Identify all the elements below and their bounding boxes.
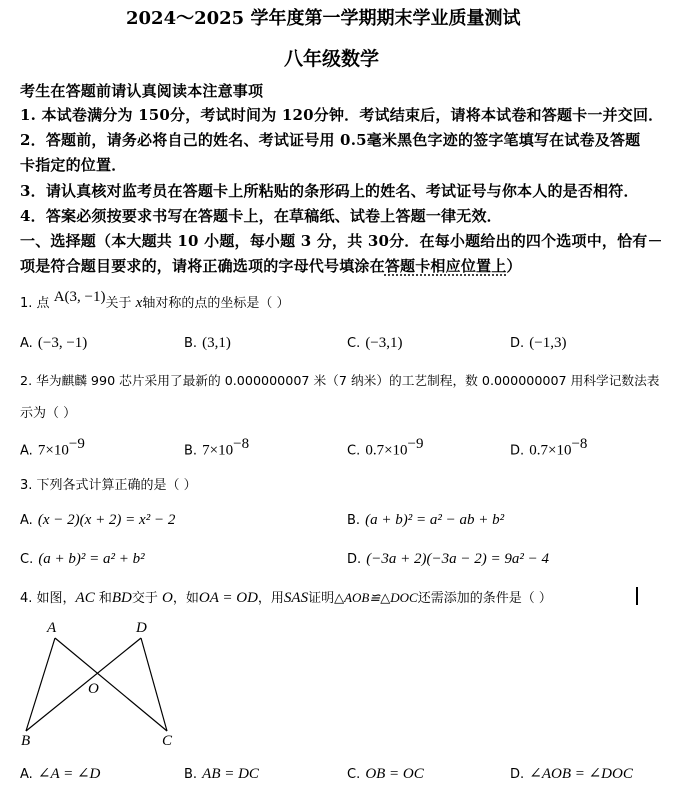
exam-subtitle: 八年级数学 <box>284 48 380 70</box>
q1-option-a-letter: A. <box>20 336 33 351</box>
q2-option-a-letter: A. <box>20 443 33 459</box>
segment-dc <box>141 638 167 731</box>
question-3-stem: 3. 下列各式计算正确的是（ ） <box>20 478 197 493</box>
figure-label-b: B <box>21 733 31 748</box>
q3-option-c-text: (a + b)² = a² + b² <box>38 551 145 567</box>
q4-option-b-letter: B. <box>184 767 198 782</box>
notice-item-2-cont: 卡指定的位置． <box>20 156 127 174</box>
q2-option-d-letter: D. <box>510 443 525 459</box>
notice-item-3: 3．请认真核对监考员在答题卡上所粘贴的条形码上的姓名、考试证号与你本人的是否相符． <box>20 182 639 200</box>
q4-o: O <box>162 590 173 606</box>
q4-option-a-letter: A. <box>20 767 33 782</box>
q3-option-b-letter: B. <box>347 513 361 528</box>
q4-stem-c: 交于 <box>131 591 158 606</box>
q4-stem-a: 4. 如图， <box>20 591 76 606</box>
q4-figure <box>14 618 194 748</box>
figure-label-c: C <box>162 733 173 748</box>
q4-option-a-text: ∠A = ∠D <box>37 766 101 782</box>
text-cursor <box>636 587 638 605</box>
q4-stem-d: ，如 <box>172 591 199 606</box>
q4-stem-e: ，用 <box>257 591 284 606</box>
q4-stem-b: 和 <box>98 591 112 606</box>
q4-option-d-letter: D. <box>510 767 525 782</box>
q1-option-b-letter: B. <box>184 336 198 351</box>
section-heading-line2-b: 答题卡相应位置上 <box>384 257 507 275</box>
section-heading-line2-c: ） <box>506 257 522 275</box>
q1-axis: x <box>135 295 143 311</box>
segment-ab <box>26 638 55 731</box>
q2-option-a[interactable] <box>20 436 85 459</box>
notice-item-1: 1. 本试卷满分为 150分，考试时间为 120分钟．考试结束后，请将本试卷和答题卡一并交回． <box>20 106 664 124</box>
q4-ac: AC <box>75 590 95 606</box>
q3-option-d[interactable] <box>347 548 549 568</box>
figure-label-o: O <box>88 681 99 697</box>
q2-option-b-letter: B. <box>184 443 198 459</box>
q4-option-a[interactable] <box>20 763 100 783</box>
q4-triangle: △AOB≌△DOC <box>334 590 418 605</box>
q4-sas: SAS <box>283 590 309 606</box>
question-2-stem-line1: 2. 华为麒麟 990 芯片采用了最新的 0.000000007 米（7 纳米）的工艺制程，数 0.000000007 用科学记数法表 <box>20 373 660 388</box>
q4-option-d[interactable] <box>510 763 633 783</box>
q3-option-d-letter: D. <box>347 552 362 567</box>
q3-option-c-letter: C. <box>20 552 34 567</box>
notice-item-4: 4．答案必须按要求书写在答题卡上，在草稿纸、试卷上答题一律无效． <box>20 207 502 225</box>
q2-option-d-exp: −8 <box>571 436 588 452</box>
exam-title: 2024～2025 学年度第一学期期末学业质量测试 <box>126 8 521 29</box>
q2-option-d[interactable] <box>510 436 587 459</box>
q2-option-b-base: 7×10 <box>202 442 234 459</box>
notice-item-2: 2．答题前，请务必将自己的姓名、考试证号用 0.5毫米黑色字迹的签字笔填写在试卷及答题 <box>20 131 641 149</box>
q1-option-b-text: (3,1) <box>202 335 231 351</box>
q2-option-a-exp: −9 <box>68 436 85 452</box>
q3-option-a[interactable] <box>20 509 175 529</box>
q4-option-c-letter: C. <box>347 767 361 782</box>
q1-stem-c: 轴对称的点的坐标是（ ） <box>142 296 290 311</box>
q1-option-d-letter: D. <box>510 336 525 351</box>
q3-option-d-text: (−3a + 2)(−3a − 2) = 9a² − 4 <box>366 551 549 567</box>
q3-option-b[interactable] <box>347 509 504 529</box>
q4-option-b[interactable] <box>184 763 259 783</box>
q4-option-c[interactable] <box>347 763 424 783</box>
q1-option-d-text: (−1,3) <box>529 335 567 351</box>
q2-option-c-base: 0.7×10 <box>365 442 408 459</box>
section-heading-line2-a: 项是符合题目要求的，请将正确选项的字母代号填涂在 <box>20 257 385 275</box>
q2-option-c[interactable] <box>347 436 424 459</box>
q1-option-c-letter: C. <box>347 336 361 351</box>
q1-option-a[interactable] <box>20 332 87 352</box>
q1-point: A(3, −1) <box>53 289 106 305</box>
q1-option-c-text: (−3,1) <box>365 335 403 351</box>
section-heading-line1: 一、选择题（本大题共 10 小题，每小题 3 分，共 30分．在每小题给出的四个选项中，恰有－ <box>20 232 663 250</box>
notice-heading: 考生在答题前请认真阅读本注意事项 <box>20 82 264 100</box>
q4-stem-g: 还需添加的条件是（ ） <box>417 591 552 606</box>
question-1-stem <box>20 289 290 312</box>
figure-label-d: D <box>136 620 147 636</box>
q4-option-d-text: ∠AOB = ∠DOC <box>529 766 633 782</box>
q3-option-a-text: (x − 2)(x + 2) = x² − 2 <box>37 512 176 528</box>
q1-stem-b: 关于 <box>105 296 132 311</box>
q4-option-c-text: OB = OC <box>365 766 424 782</box>
q1-option-a-text: (−3, −1) <box>37 335 88 351</box>
q1-option-d[interactable] <box>510 332 566 352</box>
q1-option-c[interactable] <box>347 332 403 352</box>
section-heading-line2 <box>20 255 522 276</box>
q3-option-b-text: (a + b)² = a² − ab + b² <box>365 512 505 528</box>
q4-eq: OA = OD <box>198 590 258 606</box>
q4-stem-f: 证明 <box>308 591 335 606</box>
segment-db <box>26 638 141 731</box>
q1-stem-a: 1. 点 <box>20 296 50 311</box>
q2-option-b-exp: −8 <box>233 436 250 452</box>
q2-option-c-exp: −9 <box>407 436 424 452</box>
q2-option-b[interactable] <box>184 436 249 459</box>
q3-option-a-letter: A. <box>20 513 33 528</box>
question-4-stem <box>20 587 552 607</box>
q2-option-a-base: 7×10 <box>37 442 69 459</box>
q3-option-c[interactable] <box>20 548 145 568</box>
figure-label-a: A <box>47 620 57 636</box>
q4-bd: BD <box>111 590 132 606</box>
segment-ac <box>55 638 167 731</box>
q2-option-d-base: 0.7×10 <box>529 442 572 459</box>
q2-option-c-letter: C. <box>347 443 361 459</box>
q1-option-b[interactable] <box>184 332 231 352</box>
q4-option-b-text: AB = DC <box>202 766 259 782</box>
question-2-stem-line2: 示为（ ） <box>20 406 77 421</box>
